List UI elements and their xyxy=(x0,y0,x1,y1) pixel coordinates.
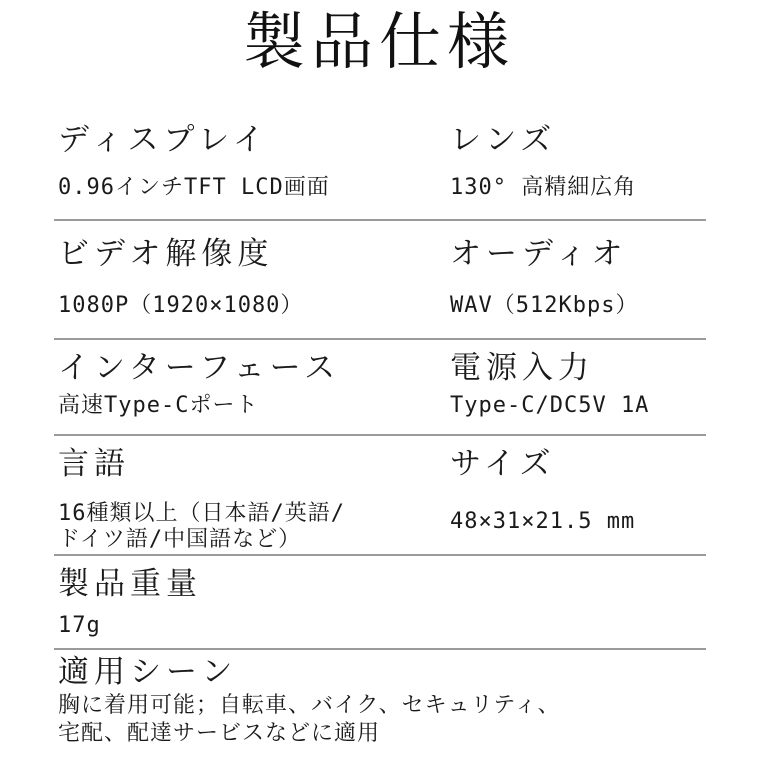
divider xyxy=(54,338,706,340)
spec-value-power-input: Type-C/DC5V 1A xyxy=(450,393,650,418)
spec-value-weight: 17g xyxy=(58,613,101,638)
spec-value-size: 48×31×21.5 mm xyxy=(450,509,636,534)
divider xyxy=(54,554,706,556)
spec-label-interface: インターフェース xyxy=(58,350,341,386)
divider xyxy=(54,219,706,221)
page-title: 製品仕様 xyxy=(242,5,515,78)
spec-label-lens: レンズ xyxy=(450,122,557,158)
spec-value-lens: 130° 高精細広角 xyxy=(450,175,637,200)
spec-value-interface: 高速Type-Cポート xyxy=(58,393,259,418)
spec-value-use-cases-line2: 宅配、配達サービスなどに適用 xyxy=(58,721,381,746)
spec-value-display: 0.96インチTFT LCD画面 xyxy=(58,175,330,200)
spec-value-use-cases-line1: 胸に着用可能；自転車、バイク、セキュリティ、 xyxy=(58,693,561,718)
spec-label-display: ディスプレイ xyxy=(58,122,269,158)
spec-label-audio: オーディオ xyxy=(450,236,628,272)
divider xyxy=(54,648,706,650)
divider xyxy=(54,434,706,436)
spec-label-power-input: 電源入力 xyxy=(450,350,594,386)
spec-label-use-cases: 適用シーン xyxy=(58,654,238,690)
spec-label-video-resolution: ビデオ解像度 xyxy=(58,236,274,272)
spec-label-language: 言語 xyxy=(58,446,130,482)
spec-value-language-line1: 16種類以上（日本語/英語/ xyxy=(58,501,345,526)
spec-value-video-resolution: 1080P（1920×1080） xyxy=(58,293,304,318)
spec-label-size: サイズ xyxy=(450,446,556,482)
spec-value-audio: WAV（512Kbps） xyxy=(450,293,639,318)
spec-value-language-line2: ドイツ語/中国語など） xyxy=(58,527,302,552)
spec-label-weight: 製品重量 xyxy=(58,566,202,602)
